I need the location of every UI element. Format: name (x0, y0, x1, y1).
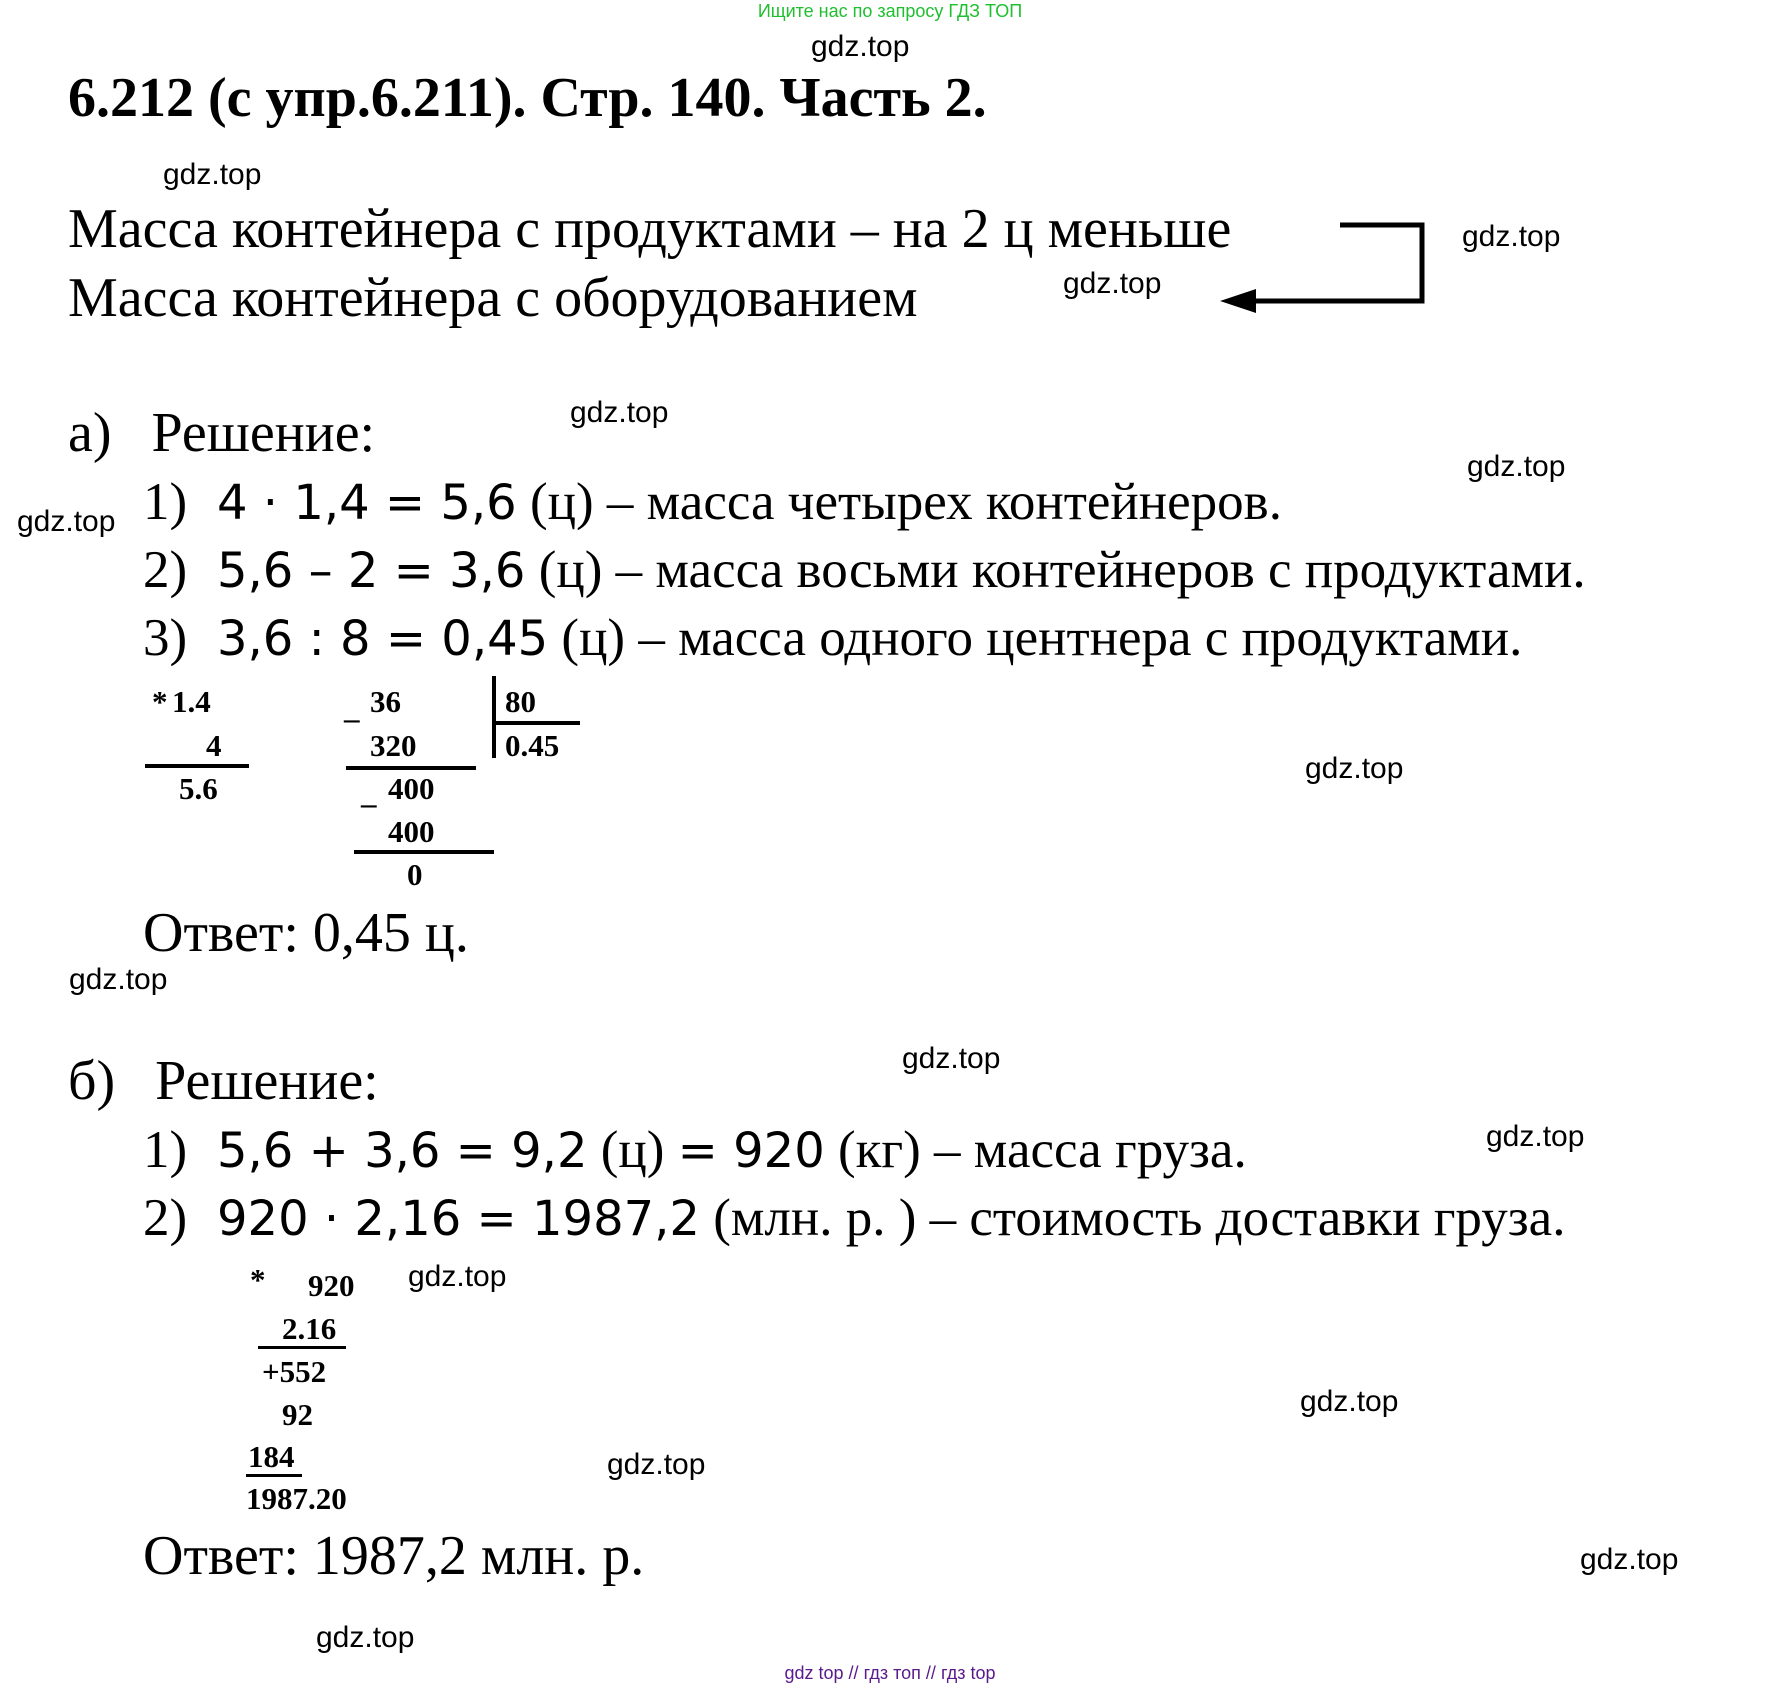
mult-star: * (250, 1262, 266, 1297)
solution-heading: Решение: (155, 1050, 379, 1112)
watermark: gdz.top (17, 505, 116, 538)
watermark: gdz.top (69, 963, 168, 996)
part-b-step-2 (143, 1186, 1565, 1251)
part-b-label: б) (68, 1050, 116, 1112)
watermark: gdz.top (1467, 450, 1566, 483)
watermark: gdz.top (408, 1260, 507, 1293)
part-a-label: а) (68, 402, 112, 464)
mult-result: 1987.20 (246, 1481, 347, 1516)
watermark: gdz.top (316, 1621, 415, 1654)
watermark: gdz.top (1462, 220, 1561, 253)
watermark: gdz.top (607, 1448, 706, 1481)
step-expression: 4 · 1,4 = 5,6 (217, 475, 517, 531)
watermark: gdz.top (163, 158, 262, 191)
part-b-step-1 (143, 1118, 1247, 1183)
division-quotient: 0.45 (505, 728, 560, 763)
division-row: 36 (370, 684, 401, 719)
mult-result: 5.6 (179, 771, 218, 806)
step-number: 1) (143, 473, 188, 531)
division-row: 320 (370, 728, 417, 763)
mult-line (246, 1474, 302, 1477)
step-number: 2) (143, 541, 188, 599)
watermark: gdz.top (1580, 1543, 1679, 1576)
footer-separator: // (925, 1663, 936, 1683)
step-description: (кг) – масса груза. (824, 1121, 1247, 1179)
mult-star: * (152, 684, 168, 719)
mult-operand-a: 1.4 (172, 684, 211, 719)
step-unit: (ц) (587, 1121, 678, 1179)
part-a-step-2 (143, 538, 1586, 603)
step-expression: 5,6 + 3,6 = 9,2 (217, 1123, 588, 1179)
part-b-answer: Ответ: 1987,2 млн. р. (143, 1525, 645, 1587)
solution-heading: Решение: (151, 402, 376, 464)
step-expression: = 920 (677, 1123, 825, 1179)
division-bar (492, 676, 496, 758)
division-row: 400 (388, 814, 435, 849)
mult-line (258, 1346, 346, 1349)
page-title: 6.212 (с упр.6.211). Стр. 140. Часть 2. (68, 67, 987, 129)
footer-link[interactable]: гдз топ (863, 1663, 921, 1683)
mult-operand-b: 4 (206, 728, 222, 763)
step-expression: 920 · 2,16 = 1987,2 (217, 1191, 700, 1247)
mult-partial: +552 (262, 1354, 327, 1389)
mult-partial: 92 (282, 1397, 313, 1432)
mult-operand-a: 920 (308, 1268, 355, 1303)
footer-separator: // (848, 1663, 859, 1683)
watermark: gdz.top (1300, 1385, 1399, 1418)
step-description: (ц) – масса четырех контейнеров. (516, 473, 1282, 531)
watermark: gdz.top (811, 30, 910, 63)
step-expression: 5,6 – 2 = 3,6 (217, 543, 526, 599)
watermark: gdz.top (1305, 752, 1404, 785)
division-row: 400 (388, 771, 435, 806)
step-number: 1) (143, 1121, 188, 1179)
footer-links (0, 1663, 1780, 1683)
part-a-answer: Ответ: 0,45 ц. (143, 902, 469, 964)
watermark: gdz.top (1063, 267, 1162, 300)
mult-partial: 184 (248, 1439, 295, 1474)
comparison-arrow-icon (1210, 215, 1450, 315)
condition-line-1: Масса контейнера с продуктами – на 2 ц меньше (68, 198, 1232, 260)
step-description: (ц) – масса восьми контейнеров с продуктами. (525, 541, 1586, 599)
mult-operand-b: 2.16 (282, 1311, 337, 1346)
step-expression: 3,6 : 8 = 0,45 (217, 611, 549, 667)
division-minus: _ (344, 690, 360, 725)
division-minus: _ (361, 775, 377, 810)
division-line (346, 766, 476, 770)
watermark: gdz.top (570, 396, 669, 429)
footer-link[interactable]: гдз top (940, 1663, 996, 1683)
division-line (492, 721, 580, 725)
step-description: (млн. р. ) – стоимость доставки груза. (699, 1189, 1566, 1247)
step-number: 3) (143, 609, 188, 667)
promo-banner[interactable]: Ищите нас по запросу ГДЗ ТОП (757, 1, 1023, 21)
condition-line-2: Масса контейнера с оборудованием (68, 267, 918, 329)
step-description: (ц) – масса одного центнера с продуктами. (548, 609, 1523, 667)
step-number: 2) (143, 1189, 188, 1247)
watermark: gdz.top (1486, 1120, 1585, 1153)
part-a-step-1 (143, 470, 1282, 535)
division-line (354, 850, 494, 854)
part-a-heading (68, 400, 375, 466)
watermark: gdz.top (902, 1042, 1001, 1075)
mult-line (145, 764, 249, 768)
part-a-step-3 (143, 606, 1522, 671)
division-divisor: 80 (505, 684, 536, 719)
division-row: 0 (407, 857, 423, 892)
footer-link[interactable]: gdz top (784, 1663, 844, 1683)
part-b-heading (68, 1048, 379, 1114)
